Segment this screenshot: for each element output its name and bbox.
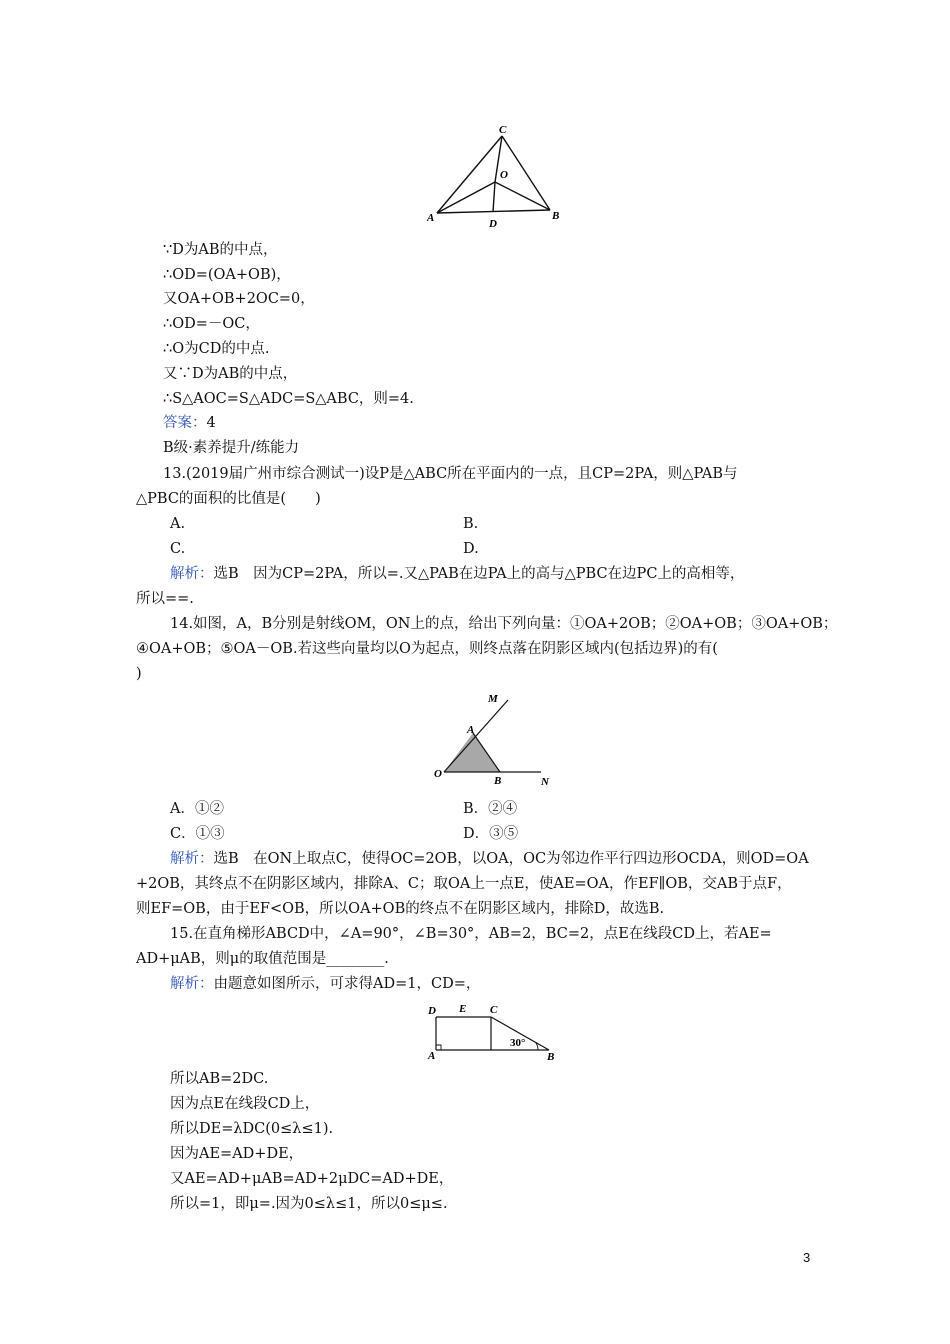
q13-option-b: B. xyxy=(463,516,479,532)
proof-line-5: ∴O为CD的中点. xyxy=(163,341,270,357)
proof-line-6: 又∵D为AB的中点， xyxy=(163,366,298,382)
proof-line-4: ∴OD=－OC， xyxy=(163,316,260,332)
q14-option-a: A．①② xyxy=(170,801,224,817)
q13-option-d: D. xyxy=(463,541,479,557)
q14-option-c: C．①③ xyxy=(170,826,225,842)
answer-label: 答案： xyxy=(163,415,207,431)
q13-solution-text: 选B 因为CP=2PA，所以=.又△PAB在边PA上的高与△PBC在边PC上的高相等， xyxy=(213,566,745,582)
triangle-figure xyxy=(420,122,570,232)
q14-option-b: B．②④ xyxy=(463,801,518,817)
q15-line-3: 所以DE=λDC(0≤λ≤1). xyxy=(170,1121,334,1137)
proof-line-2: ∴OD=(OA+OB)， xyxy=(163,267,291,283)
label-A: A xyxy=(427,212,435,224)
q14-stem-2: ④OA+OB；⑤OA－OB.若这些向量均以O为起点，则终点落在阴影区域内(包括边界)的有( xyxy=(136,641,718,657)
label-B: B xyxy=(552,210,560,222)
label-D: D xyxy=(428,1005,436,1017)
answer-line xyxy=(163,413,216,433)
q15-solution-text: 由题意如图所示，可求得AD=1，CD=， xyxy=(213,976,481,992)
q14-stem-3: ) xyxy=(136,666,142,682)
label-A: A xyxy=(467,724,475,736)
label-O: O xyxy=(500,169,508,181)
q15-line-1: 所以AB=2DC. xyxy=(170,1071,269,1087)
q13-solution-label: 解析： xyxy=(170,566,214,582)
q13-stem-1: 13.(2019届广州市综合测试一)设P是△ABC所在平面内的一点，且CP=2PA，则△PAB与 xyxy=(163,466,738,482)
q15-stem-2: AD+μAB，则μ的取值范围是________. xyxy=(136,951,389,967)
trapezoid-figure xyxy=(424,1000,564,1064)
q15-line-2: 因为点E在线段CD上， xyxy=(170,1096,320,1112)
q13-option-c: C. xyxy=(170,541,186,557)
label-O: O xyxy=(434,768,442,780)
proof-line-3: 又OA+OB+2OC=0， xyxy=(163,291,315,307)
q15-solution-label: 解析： xyxy=(170,976,214,992)
q14-solution-1 xyxy=(170,849,809,869)
label-N: N xyxy=(541,776,549,788)
q15-stem-1: 15.在直角梯形ABCD中，∠A=90°，∠B=30°，AB=2，BC=2，点E在线段CD上，若AE= xyxy=(170,926,772,942)
q15-solution-1 xyxy=(170,974,480,994)
label-B: B xyxy=(547,1051,555,1063)
label-M: M xyxy=(488,693,498,705)
q14-solution-label: 解析： xyxy=(170,851,214,867)
q15-line-6: 所以=1，即μ=.因为0≤λ≤1，所以0≤μ≤. xyxy=(170,1196,448,1212)
q15-line-5: 又AE=AD+μAB=AD+2μDC=AD+DE， xyxy=(170,1171,454,1187)
proof-line-7: ∴S△AOC=S△ADC=S△ABC，则=4. xyxy=(163,391,414,407)
label-C: C xyxy=(499,124,507,136)
label-E: E xyxy=(459,1003,467,1015)
label-A: A xyxy=(428,1050,436,1062)
q13-solution-1 xyxy=(170,564,744,584)
angle-label: 30° xyxy=(510,1037,526,1049)
proof-line-1: ∵D为AB的中点， xyxy=(163,242,278,258)
rays-figure xyxy=(428,688,563,793)
q14-option-d: D．③⑤ xyxy=(463,826,519,842)
q14-solution-3: 则EF=OB，由于EF<OB，所以OA+OB的终点不在阴影区域内，排除D，故选B. xyxy=(136,901,665,917)
q14-stem-1: 14.如图，A，B分别是射线OM，ON上的点，给出下列向量：①OA+2OB；②OA+OB；③OA+OB； xyxy=(170,616,838,632)
label-D: D xyxy=(489,218,497,230)
q14-solution-2: +2OB，其终点不在阴影区域内，排除A、C；取OA上一点E，使AE=OA，作EF∥OB，交AB于点F， xyxy=(136,876,792,892)
q13-solution-2: 所以==. xyxy=(136,591,194,607)
q13-option-a: A. xyxy=(170,516,186,532)
label-C: C xyxy=(490,1004,498,1016)
q13-stem-2: △PBC的面积的比值是( ) xyxy=(136,491,321,507)
section-heading: B级·素养提升/练能力 xyxy=(163,440,300,456)
answer-value: 4 xyxy=(206,415,216,431)
q14-solution-text: 选B 在ON上取点C，使得OC=2OB，以OA，OC为邻边作平行四边形OCDA，则OD=OA xyxy=(213,851,809,867)
q15-line-4: 因为AE=AD+DE， xyxy=(170,1146,304,1162)
label-B: B xyxy=(494,775,502,787)
page-number: 3 xyxy=(803,1250,811,1265)
